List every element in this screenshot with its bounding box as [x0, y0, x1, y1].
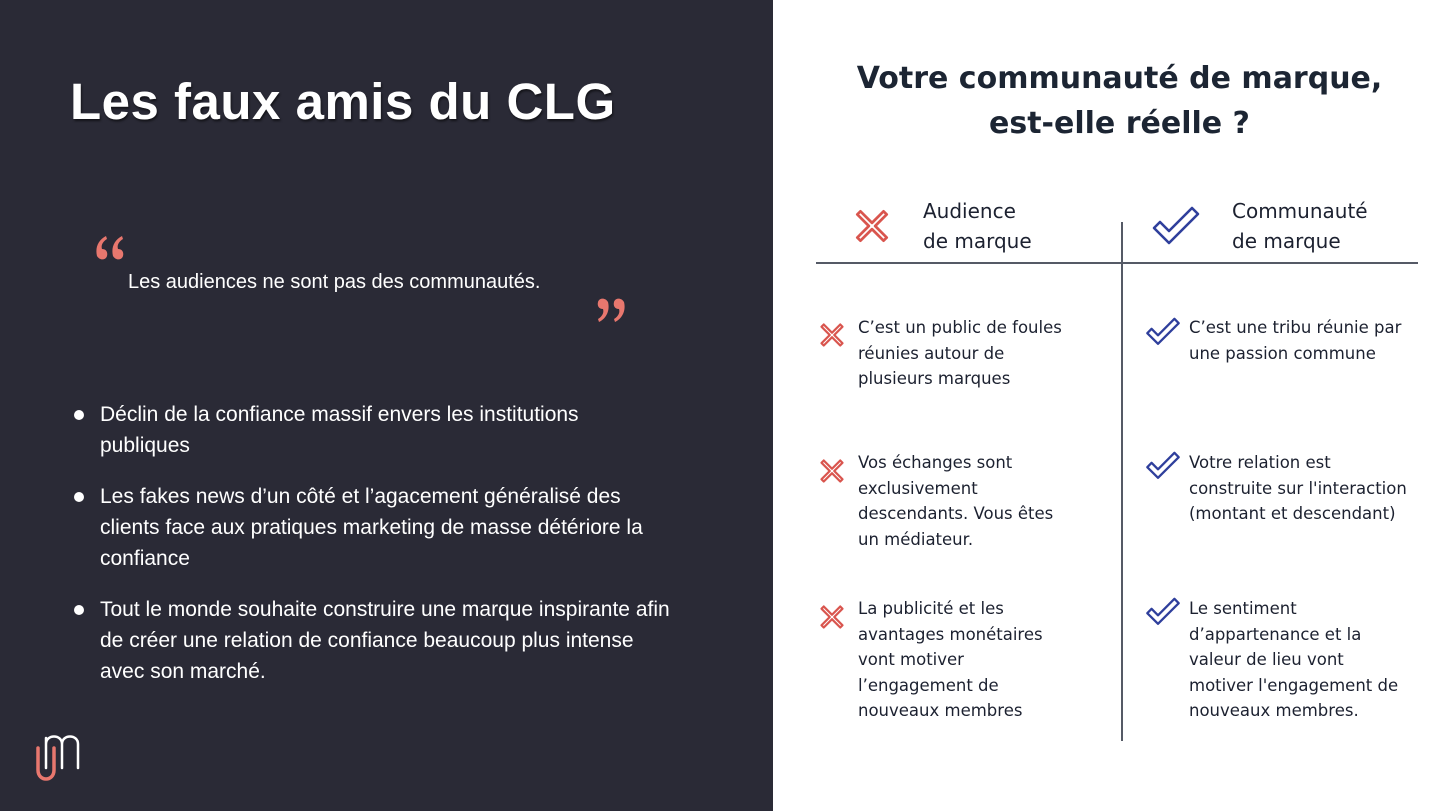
quote-text: Les audiences ne sont pas des communautés. — [128, 271, 541, 293]
cross-icon — [851, 205, 893, 247]
table-header-divider — [816, 262, 1418, 264]
bullet-dot-icon — [74, 605, 84, 615]
communaute-item-3: Le sentiment d’appartenance et la valeur de lieu vont motiver l'engagement de nouveaux membres. — [1189, 599, 1399, 720]
check-icon — [1145, 450, 1181, 480]
audience-item-3: La publicité et les avantages monétaires vont motiver l’engagement de nouveaux membres — [858, 599, 1043, 720]
cross-icon — [817, 456, 847, 486]
right-title-line1: Votre communauté de marque, — [856, 61, 1383, 96]
check-icon — [1145, 316, 1181, 346]
cross-icon — [817, 320, 847, 350]
um-logo-icon — [32, 730, 96, 788]
cross-icon — [817, 602, 847, 632]
bullet-item — [70, 399, 670, 461]
bullet-text: Déclin de la confiance massif envers les institutions publiques — [100, 403, 579, 457]
audience-item-1: C’est un public de foules réunies autour de plusieurs marques — [858, 318, 1062, 388]
communaute-item-1: C’est une tribu réunie par une passion commune — [1189, 318, 1402, 363]
check-icon — [1145, 596, 1181, 626]
close-quote-icon — [593, 288, 627, 328]
bullet-dot-icon — [74, 410, 84, 420]
bullet-list — [70, 399, 670, 707]
check-icon — [1151, 204, 1201, 246]
right-title-line2: est-elle réelle ? — [989, 106, 1250, 141]
open-quote-icon — [94, 230, 128, 270]
column-heading-audience: Audience de marque — [923, 199, 1032, 253]
left-title: Les faux amis du CLG — [70, 73, 616, 130]
bullet-text: Tout le monde souhaite construire une marque inspirante afin de créer une relation de confiance beaucoup plus intense avec son marché. — [100, 598, 670, 683]
right-title — [773, 56, 1456, 146]
column-heading-communaute: Communauté de marque — [1232, 199, 1368, 253]
bullet-dot-icon — [74, 492, 84, 502]
bullet-item — [70, 481, 670, 574]
right-panel — [773, 0, 1456, 811]
bullet-item — [70, 594, 670, 687]
bullet-text: Les fakes news d’un côté et l’agacement généralisé des clients face aux pratiques marketing de masse détériore la confiance — [100, 485, 643, 570]
audience-item-2: Vos échanges sont exclusivement descendants. Vous êtes un médiateur. — [858, 453, 1054, 549]
communaute-item-2: Votre relation est construite sur l'interaction (montant et descendant) — [1189, 453, 1407, 523]
table-column-divider — [1121, 222, 1123, 741]
